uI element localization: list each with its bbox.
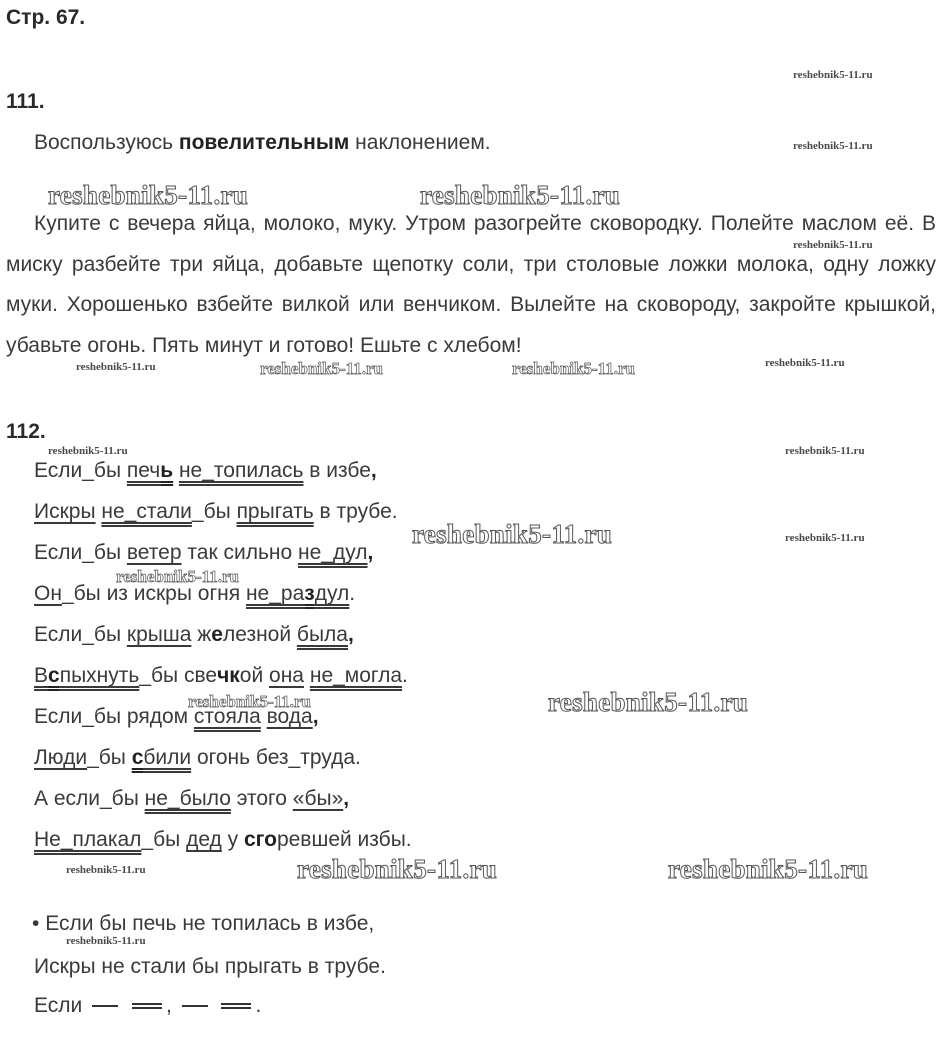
page-title: Стр. 67. bbox=[6, 6, 86, 29]
exercise-111-paragraph bbox=[6, 204, 936, 366]
poem-line-6: Вспыхнуть_бы свечкой она не_могла. bbox=[34, 664, 408, 687]
watermark: reshebnik5-11.ru bbox=[48, 180, 249, 210]
bullet: • bbox=[32, 912, 40, 935]
subject-mark bbox=[182, 1005, 208, 1007]
poem-line-2: Искры не_стали_бы прыгать в трубе. bbox=[34, 500, 398, 523]
watermark: reshebnik5-11.ru bbox=[548, 687, 749, 717]
analysis-line-2: Искры не стали бы прыгать в трубе. bbox=[34, 955, 386, 978]
watermark: reshebnik5-11.ru bbox=[793, 69, 873, 81]
watermark: reshebnik5-11.ru bbox=[512, 359, 635, 378]
watermark: reshebnik5-11.ru bbox=[765, 357, 845, 369]
watermark: reshebnik5-11.ru bbox=[793, 239, 873, 251]
poem-line-10: Не_плакал_бы дед у сгоревшей избы. bbox=[34, 828, 412, 851]
watermark: reshebnik5-11.ru bbox=[260, 359, 383, 378]
watermark: reshebnik5-11.ru bbox=[668, 854, 869, 884]
intro-bold: повелительным bbox=[178, 131, 350, 154]
watermark: reshebnik5-11.ru bbox=[297, 854, 498, 884]
poem-line-9: А если_бы не_было этого «бы», bbox=[34, 787, 350, 810]
exercise-112-number: 112. bbox=[6, 420, 46, 443]
analysis-line-1: • Если бы печь не топилась в избе, bbox=[32, 912, 375, 935]
watermark: reshebnik5-11.ru bbox=[48, 445, 128, 457]
watermark: reshebnik5-11.ru bbox=[412, 519, 613, 549]
poem-line-4: Он_бы из искры огня не_раздул. bbox=[34, 582, 356, 605]
poem-line-3: Если_бы ветер так сильно не_дул, bbox=[34, 541, 374, 564]
predicate-mark bbox=[221, 1003, 251, 1009]
exercise-111-number: 111. bbox=[6, 90, 45, 113]
watermark: reshebnik5-11.ru bbox=[785, 445, 865, 457]
poem-line-1: Если_бы печь не_топилась в избе, bbox=[34, 459, 377, 482]
recipe-text: Купите с вечера яйца, молоко, муку. Утром разогрейте сковородку. Полейте маслом её. В миску разбейте три яйца, добавьте щепотку соли, три столовые ложки молока, одну ложку муки. Хорошенько взбейте вилкой или венчиком. Вылейте на сковороду, закройте крышкой, убавьте огонь. Пять минут и готово! Ешьте с хлебом! bbox=[6, 212, 936, 357]
exercise-111-intro bbox=[34, 131, 491, 155]
watermark: reshebnik5-11.ru bbox=[66, 935, 146, 947]
watermark: reshebnik5-11.ru bbox=[66, 864, 146, 876]
poem-line-5: Если_бы крыша железной была, bbox=[34, 623, 354, 646]
sentence-scheme: Если , . bbox=[34, 994, 262, 1017]
watermark: reshebnik5-11.ru bbox=[420, 180, 621, 210]
watermark: reshebnik5-11.ru bbox=[785, 532, 865, 544]
poem-line-7: Если_бы рядом стояла вода, bbox=[34, 705, 319, 728]
poem-line-8: Люди_бы сбили огонь без_труда. bbox=[34, 746, 361, 769]
watermark: reshebnik5-11.ru bbox=[188, 692, 311, 711]
predicate-mark bbox=[132, 1003, 162, 1009]
subject-mark bbox=[92, 1005, 118, 1007]
watermark: reshebnik5-11.ru bbox=[793, 140, 873, 152]
intro-text-end: наклонением. bbox=[349, 131, 491, 154]
intro-text: Воспользуюсь bbox=[34, 131, 179, 154]
watermark: reshebnik5-11.ru bbox=[116, 567, 239, 586]
watermark: reshebnik5-11.ru bbox=[76, 361, 156, 373]
